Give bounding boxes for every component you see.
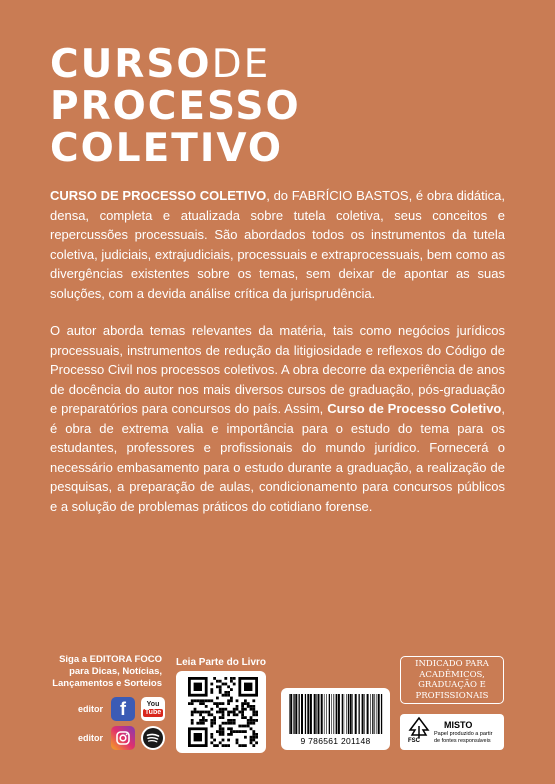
instagram-glyph [115, 730, 131, 746]
fsc-label [400, 714, 504, 750]
cta-line-1: Siga a EDITORA FOCO [59, 654, 162, 665]
qr-code[interactable] [176, 671, 266, 753]
fsc-text: Papel produzido a partir de fontes responsáveis [434, 731, 493, 744]
spotify-icon[interactable] [141, 726, 165, 750]
qr-pattern [176, 671, 266, 753]
youtube-you: You [146, 701, 160, 708]
title-line-1 [50, 44, 301, 86]
social-cta [42, 654, 162, 690]
social-row-label: editor [78, 733, 104, 743]
youtube-icon[interactable] [141, 697, 165, 721]
title-curso: CURSO [50, 42, 212, 87]
audience-badge [400, 656, 504, 704]
audience-line-4: PROFISSIONAIS [415, 690, 489, 701]
youtube-tube: Tube [144, 709, 162, 716]
fsc-logo-text: FSC [408, 738, 420, 744]
instagram-icon[interactable] [111, 726, 135, 750]
social-row-1 [78, 696, 165, 722]
facebook-glyph: f [120, 698, 127, 719]
cta-line-2: para Dicas, Notícias, [69, 666, 162, 677]
title-line-2: PROCESSO [50, 84, 301, 129]
paragraph-2-bold: Curso de Processo Coletivo [327, 401, 502, 416]
audience-line-2: ACADÊMICOS, [419, 669, 485, 680]
paragraph-lead: CURSO DE PROCESSO COLETIVO [50, 188, 267, 203]
cta-line-3: Lançamentos e Sorteios [52, 678, 162, 689]
audience-line-1: INDICADO PARA [415, 659, 489, 669]
title-de: DE [211, 42, 271, 87]
spotify-glyph [142, 727, 164, 749]
fsc-tree-icon [406, 716, 432, 740]
social-row-label: editor [78, 704, 104, 714]
paragraph-1-text: , do FABRÍCIO BASTOS, é obra didática, densa, completa e atualizada sobre tutela coletiva, seus conceitos e repercussões processuais. São abordados todos os instrumentos da tutela coletiva, judiciais, extrajudiciais, processuais e extraprocessuais, bem como as divergências existentes sobre os temas, sem deixar de apontar as suas soluções, com a devida análise crítica da jurisprudência. [50, 188, 505, 301]
social-row-2 [78, 725, 165, 751]
isbn-number: 9 786561 201148 [300, 736, 371, 746]
qr-label: Leia Parte do Livro [176, 657, 267, 668]
paragraph-2-after: , é obra de extrema valia e importância para o estudo do tema para os estudantes, professores e profissionais do mundo jurídico. Fornecerá o necessário embasamento para o estudo durante a graduação, a realização de pesquisas, a preparação de aulas, condicionamento para concursos públicos e a solução de problemas práticos do cotidiano forense. [50, 401, 505, 514]
paragraph-2-before: O autor aborda temas relevantes da matéria, tais como negócios jurídicos processuais, instrumentos de redução da litigiosidade e reflexos do Código de Processo Civil nos processos coletivos. A obra decorre da experiência de anos de docência do autor nos mais diversos cursos de graduação, pós-graduação e preparatórios para concursos do país. Assim, [50, 323, 505, 416]
book-title [50, 44, 301, 170]
fsc-title: MISTO [444, 720, 473, 730]
facebook-icon[interactable] [111, 697, 135, 721]
description-paragraph-1 [50, 186, 505, 303]
description-paragraph-2 [50, 321, 505, 516]
title-line-3: COLETIVO [50, 126, 284, 171]
audience-line-3: GRADUAÇÃO E [418, 680, 486, 690]
